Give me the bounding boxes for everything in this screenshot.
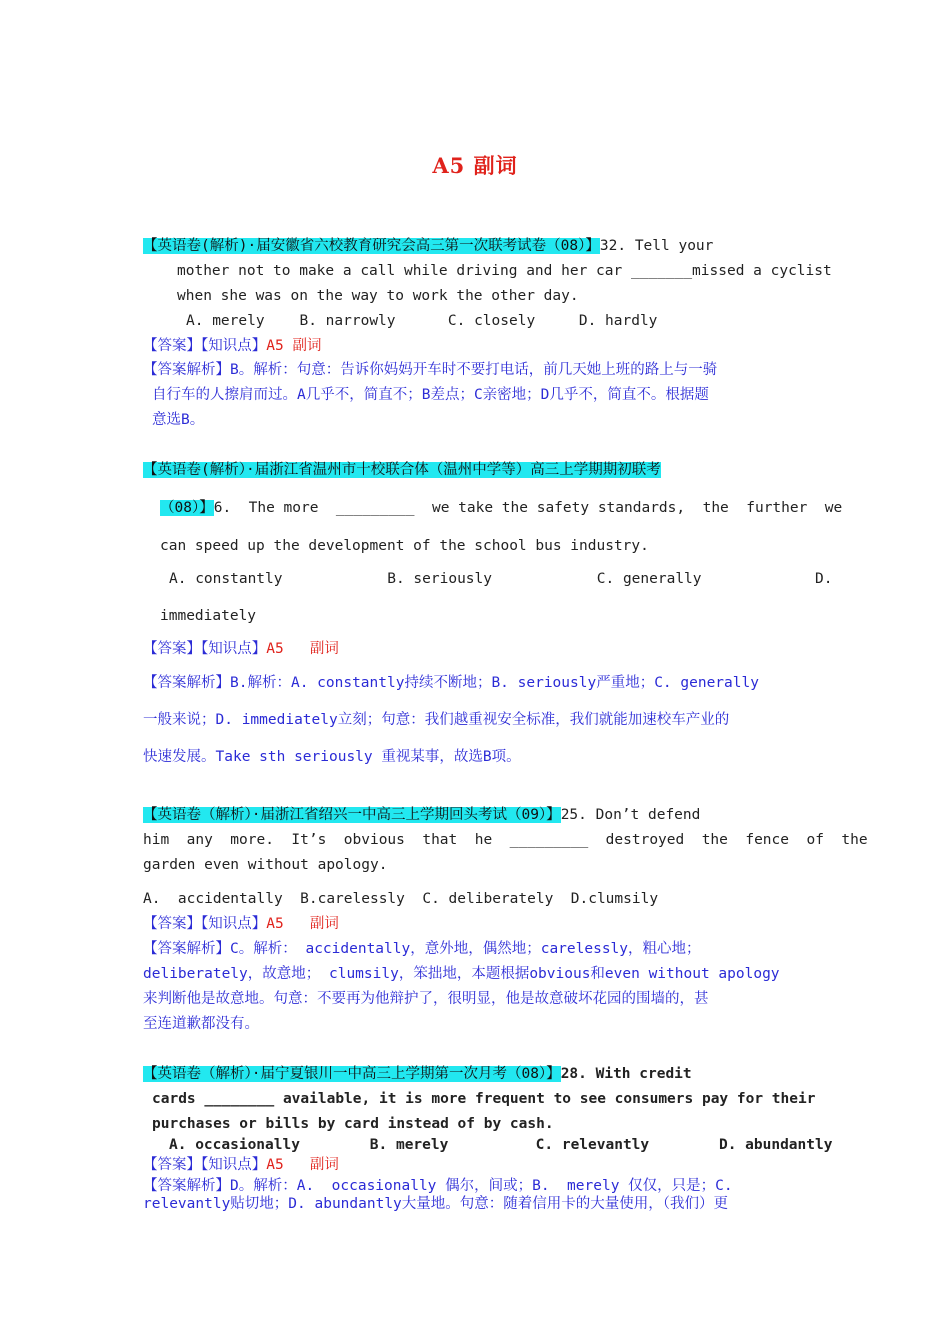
question-4-explanation: relevantly贴切地；D. abundantly大量地。句意：随着信用卡的大量使用，（我们）更: [143, 1196, 729, 1212]
question-2-first-line: [160, 498, 842, 518]
question-1-stem-line: when she was on the way to work the other day.: [177, 288, 579, 304]
knowledge-topic: A5 副词: [266, 338, 322, 354]
question-4-stem-start: 28. With credit: [560, 1066, 692, 1082]
question-3-explanation: 【答案解析】C。解析： accidentally，意外地，偶然地；carelessly，粗心地；: [143, 941, 701, 957]
question-2-stem-start: 6. The more _________ we take the safety standards, the further we: [213, 500, 843, 516]
question-3-source: 【英语卷（解析）·届浙江省绍兴一中高三上学期回头考试（09）】: [143, 807, 561, 823]
question-1-source: 【英语卷(解析)·届安徽省六校教育研究会高三第一次联考试卷（08）】: [143, 238, 600, 254]
question-1-answer-line: [143, 336, 321, 356]
question-4-answer-line: [143, 1155, 339, 1175]
question-1-explanation: 自行车的人擦肩而过。A几乎不，简直不；B差点；C亲密地；D几乎不，简直不。根据题: [152, 387, 709, 403]
answer-tag: 【答案】【知识点】: [143, 1157, 267, 1173]
question-3-answer-line: [143, 914, 339, 934]
question-2-explanation: 【答案解析】B.解析：A. constantly持续不断地；B. seriously严重地；C. generally: [143, 675, 759, 691]
page-title: A5 副词: [432, 153, 518, 178]
question-4-first-line: [143, 1064, 692, 1084]
knowledge-topic: A5 副词: [266, 916, 339, 932]
question-1-stem-line: mother not to make a call while driving and her car _______missed a cyclist: [177, 263, 832, 279]
question-3-stem-start: 25. Don’t defend: [560, 807, 701, 823]
knowledge-topic: A5 副词: [266, 641, 339, 657]
question-4-stem-line: purchases or bills by card instead of by cash.: [152, 1116, 554, 1132]
answer-tag: 【答案】【知识点】: [143, 338, 267, 354]
question-4-source: 【英语卷（解析）·届宁夏银川一中高三上学期第一次月考（08）】: [143, 1066, 561, 1082]
question-1-stem-start: 32. Tell your: [599, 238, 714, 254]
question-2-explanation: 一般来说；D. immediately立刻；句意：我们越重视安全标准，我们就能加速校车产业的: [143, 712, 730, 728]
answer-tag: 【答案】【知识点】: [143, 641, 267, 657]
question-2-source: 【英语卷(解析）·届浙江省温州市十校联合体（温州中学等）高三上学期期初联考: [143, 462, 661, 478]
question-3-explanation: deliberately，故意地； clumsily，笨拙地，本题根据obvious和even without apology: [143, 966, 780, 982]
question-3-options: A. accidentally B.carelessly C. deliberately D.clumsily: [143, 891, 659, 907]
question-3-stem-line: him any more. It’s obvious that he _________ destroyed the fence of the: [143, 832, 868, 848]
question-3-first-line: [143, 805, 700, 825]
question-1-explanation: 【答案解析】B。解析：句意：告诉你妈妈开车时不要打电话，前几天她上班的路上与一骑: [143, 362, 718, 378]
question-2-source-line: [143, 460, 661, 480]
question-2-explanation: 快速发展。Take sth seriously 重视某事，故选B项。: [143, 749, 521, 765]
question-3-stem-line: garden even without apology.: [143, 857, 388, 873]
question-1-first-line: [143, 236, 713, 256]
question-3-explanation: 至连道歉都没有。: [143, 1016, 259, 1032]
question-1-options: A. merely B. narrowly C. closely D. hardly: [186, 313, 658, 329]
question-4-options: A. occasionally B. merely C. relevantly D. abundantly: [169, 1137, 833, 1153]
knowledge-topic: A5 副词: [266, 1157, 339, 1173]
question-1-explanation: 意选B。: [152, 412, 205, 428]
question-2-source-tail: （08）】: [160, 500, 214, 516]
answer-tag: 【答案】【知识点】: [143, 916, 267, 932]
question-2-options: A. constantly B. seriously C. generally D.: [169, 571, 833, 587]
question-3-explanation: 来判断他是故意地。句意：不要再为他辩护了，很明显，他是故意破坏花园的围墙的，甚: [143, 991, 709, 1007]
question-4-stem-line: cards ________ available, it is more frequent to see consumers pay for their: [152, 1091, 816, 1107]
question-4-explanation: 【答案解析】D。解析：A. occasionally 偶尔，间或；B. merely 仅仅，只是；C.: [143, 1178, 733, 1194]
question-2-stem-line: can speed up the development of the school bus industry.: [160, 538, 649, 554]
question-2-options-wrap: immediately: [160, 608, 257, 624]
question-2-answer-line: [143, 639, 339, 659]
